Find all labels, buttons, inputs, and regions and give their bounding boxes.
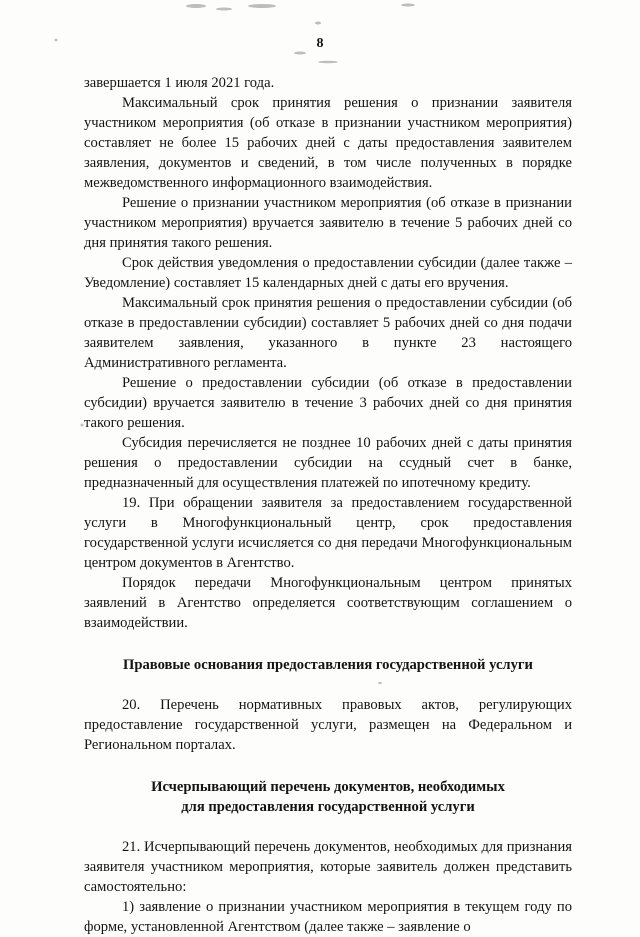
section-heading-legal-basis: Правовые основания предоставления государственной услуги [123,657,533,673]
paragraph: Срок действия уведомления о предоставлении субсидии (далее также – Уведомление) составляет 15 календарных дней с даты его вручения. [84,255,572,291]
document-body [84,73,572,937]
paragraph: Решение о признании участником мероприятия (об отказе в признании участником мероприятия) вручается заявителю в течение 5 рабочих дней со дня принятия такого решения. [84,195,572,251]
paragraph: Субсидия перечисляется не позднее 10 рабочих дней с даты принятия решения о предоставлении субсидии на ссудный счет в банке, предназначенный для осуществления платежей по ипотечному кредиту. [84,435,572,491]
paragraph: 19. При обращении заявителя за предоставлением государственной услуги в Многофункциональный центр, срок предоставления государственной услуги исчисляется со дня передачи Многофункциональным центром документов в Агентство. [84,495,572,571]
paragraph: 21. Исчерпывающий перечень документов, необходимых для признания заявителя участником мероприятия, которые заявитель должен представить самостоятельно: [84,839,572,895]
page-number: 8 [316,36,324,51]
paragraph-continuation: завершается 1 июля 2021 года. [84,75,275,91]
paragraph: Решение о предоставлении субсидии (об отказе в предоставлении субсидии) вручается заявителю в течение 3 рабочих дней со дня принятия такого решения. [84,375,572,431]
paragraph: 20. Перечень нормативных правовых актов, регулирующих предоставление государственной услуги, размещен на Федеральном и Региональном порталах. [84,697,572,753]
section-heading-documents-line2: для предоставления государственной услуги [181,799,475,815]
paragraph: 1) заявление о признании участником мероприятия в текущем году по форме, установленной Агентством (далее также – заявление о [84,899,572,935]
paragraph: Порядок передачи Многофункциональным центром принятых заявлений в Агентство определяется соответствующим соглашением о взаимодействии. [84,575,572,631]
section-heading-documents-line1: Исчерпывающий перечень документов, необходимых [151,779,505,795]
paragraph: Максимальный срок принятия решения о признании заявителя участником мероприятия (об отказе в признании участником мероприятия) составляет не более 15 рабочих дней с даты предоставления заявителем заявления, документов и сведений, в том числе полученных в порядке межведомственного информационного взаимодействия. [84,95,572,191]
paragraph: Максимальный срок принятия решения о предоставлении субсидии (об отказе в предоставлении субсидии) составляет 5 рабочих дней со дня подачи заявителем заявления, указанного в пункте 23 настоящего Административного регламента. [84,295,572,371]
